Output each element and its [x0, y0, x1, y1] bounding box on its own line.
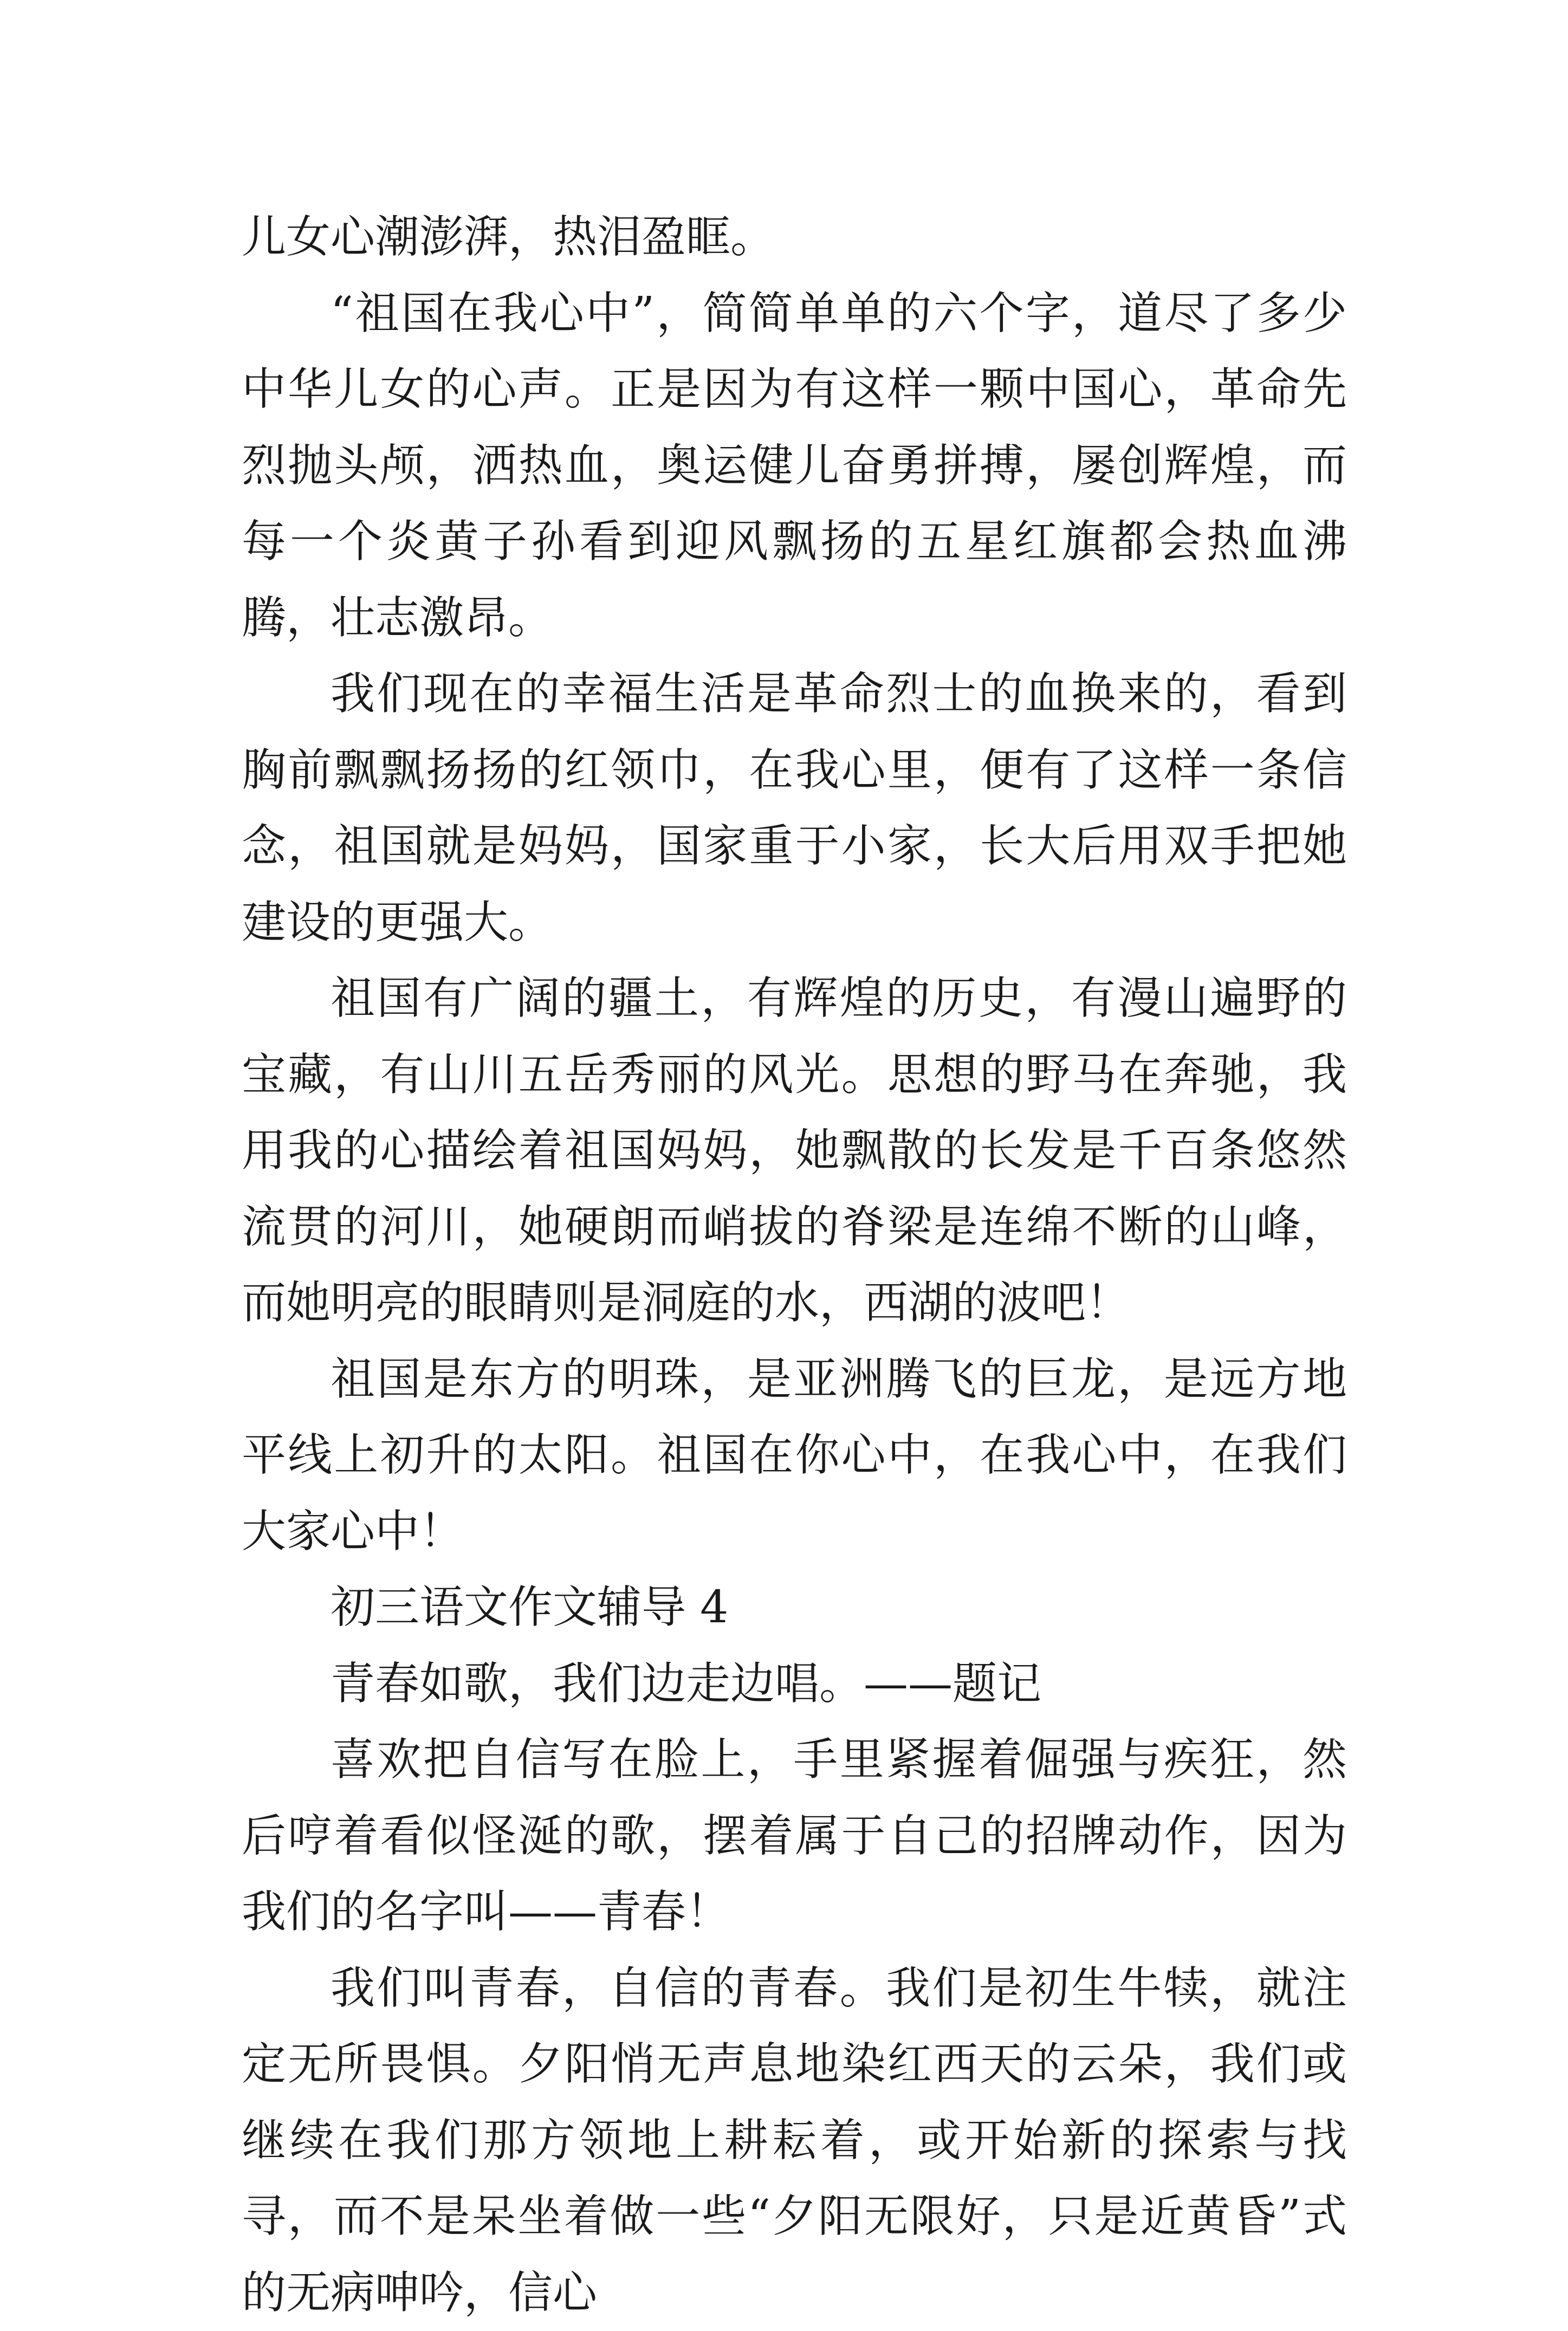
epigraph-line: 青春如歌，我们边走边唱。——题记 [242, 1646, 1347, 1723]
paragraph: 我们叫青春，自信的青春。我们是初生牛犊，就注定无所畏惧。夕阳悄无声息地染红西天的云朵，我们或继续在我们那方领地上耕耘着，或开始新的探索与找寻，而不是呆坐着做一些“夕阳无限好，只是近黄昏”式的无病呻吟，信心 [242, 1951, 1347, 2331]
paragraph-continued: 儿女心潮澎湃，热泪盈眶。 [242, 199, 1347, 276]
section-heading: 初三语文作文辅导 4 [242, 1570, 1347, 1646]
paragraph: “祖国在我心中”，简简单单的六个字，道尽了多少中华儿女的心声。正是因为有这样一颗中国心，革命先烈抛头颅，洒热血，奥运健儿奋勇拼搏，屡创辉煌，而每一个炎黄子孙看到迎风飘扬的五星红旗都会热血沸腾，壮志激昂。 [242, 276, 1347, 657]
document-body [242, 199, 1347, 2331]
paragraph: 祖国是东方的明珠，是亚洲腾飞的巨龙，是远方地平线上初升的太阳。祖国在你心中，在我心中，在我们大家心中！ [242, 1342, 1347, 1570]
paragraph: 我们现在的幸福生活是革命烈士的血换来的，看到胸前飘飘扬扬的红领巾，在我心里，便有了这样一条信念，祖国就是妈妈，国家重于小家，长大后用双手把她建设的更强大。 [242, 656, 1347, 961]
paragraph: 祖国有广阔的疆土，有辉煌的历史，有漫山遍野的宝藏，有山川五岳秀丽的风光。思想的野马在奔驰，我用我的心描绘着祖国妈妈，她飘散的长发是千百条悠然流贯的河川，她硬朗而峭拔的脊梁是连绵不断的山峰，而她明亮的眼睛则是洞庭的水，西湖的波吧！ [242, 961, 1347, 1342]
paragraph: 喜欢把自信写在脸上，手里紧握着倔强与疾狂，然后哼着看似怪涎的歌，摆着属于自己的招牌动作，因为我们的名字叫——青春！ [242, 1722, 1347, 1951]
